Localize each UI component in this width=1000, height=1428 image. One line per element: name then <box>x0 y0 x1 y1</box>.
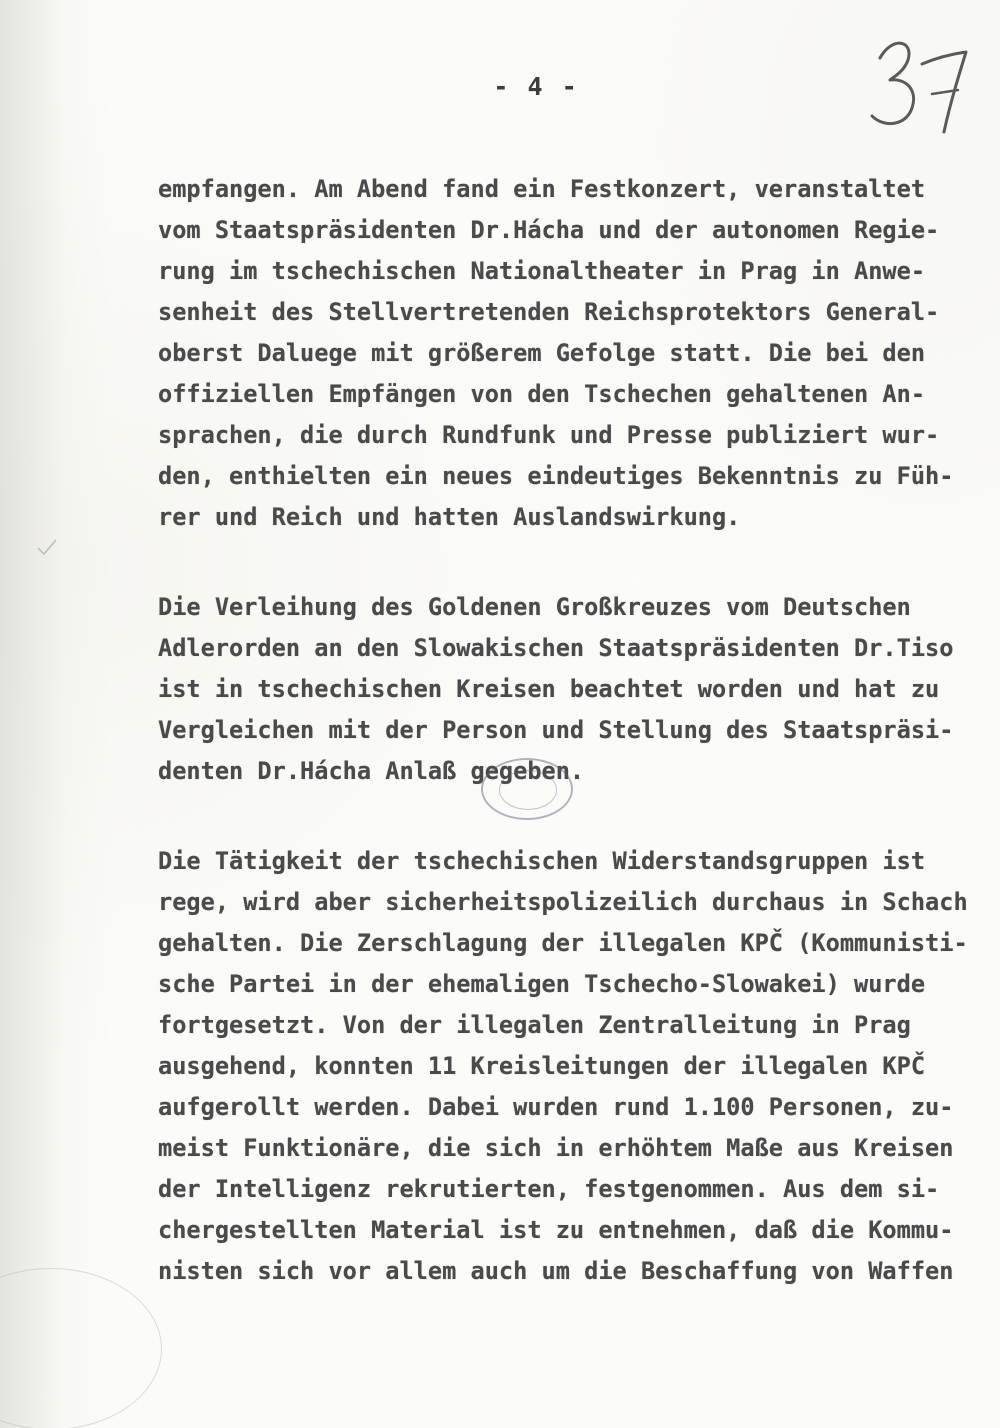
circular-stain <box>0 1268 162 1428</box>
text-line: rege, wird aber sicherheitspolizeilich durchaus in Schach <box>158 888 968 916</box>
text-line: rung im tschechischen Nationaltheater in Prag in Anwe- <box>158 257 926 285</box>
text-line: rer und Reich und hatten Auslandswirkung. <box>158 503 741 531</box>
text-line: Die Tätigkeit der tschechischen Widerstandsgruppen ist <box>158 847 926 875</box>
paragraph-3 <box>158 841 1000 1292</box>
text-line: ist in tschechischen Kreisen beachtet worden und hat zu <box>158 675 940 703</box>
text-line: den, enthielten ein neues eindeutiges Bekenntnis zu Füh- <box>158 462 954 490</box>
text-line: oberst Daluege mit größerem Gefolge statt. Die bei den <box>158 339 926 367</box>
text-line: senheit des Stellvertretenden Reichsprotektors General- <box>158 298 940 326</box>
text-line: ausgehend, konnten 11 Kreisleitungen der illegalen KPČ <box>158 1052 926 1080</box>
handwritten-folio-number <box>862 28 972 148</box>
text-line: aufgerollt werden. Dabei wurden rund 1.100 Personen, zu- <box>158 1093 954 1121</box>
text-line: fortgesetzt. Von der illegalen Zentralleitung in Prag <box>158 1011 911 1039</box>
text-line: chergestellten Material ist zu entnehmen, daß die Kommu- <box>158 1216 954 1244</box>
text-line: Vergleichen mit der Person und Stellung des Staatspräsi- <box>158 716 954 744</box>
text-line: gehalten. Die Zerschlagung der illegalen KPČ (Kommunisti- <box>158 929 968 957</box>
text-line: Adlerorden an den Slowakischen Staatspräsidenten Dr.Tiso <box>158 634 954 662</box>
document-body <box>158 169 1000 1341</box>
paragraph-2 <box>158 587 1000 792</box>
text-line: sprachen, die durch Rundfunk und Presse publiziert wur- <box>158 421 940 449</box>
page-edge-shadow <box>0 0 110 1428</box>
text-line: offiziellen Empfängen von den Tschechen gehaltenen An- <box>158 380 926 408</box>
text-line: vom Staatspräsidenten Dr.Hácha und der autonomen Regie- <box>158 216 940 244</box>
page-number: - 4 - <box>493 72 579 101</box>
margin-pencil-mark-icon <box>36 538 58 556</box>
text-line: meist Funktionäre, die sich in erhöhtem Maße aus Kreisen <box>158 1134 954 1162</box>
archive-stamp-inner-ring <box>499 770 557 810</box>
text-line: empfangen. Am Abend fand ein Festkonzert, veranstaltet <box>158 175 926 203</box>
archive-stamp <box>481 758 573 820</box>
paragraph-1 <box>158 169 1000 538</box>
text-line: nisten sich vor allem auch um die Beschaffung von Waffen <box>158 1257 954 1285</box>
text-line: Die Verleihung des Goldenen Großkreuzes vom Deutschen <box>158 593 911 621</box>
text-line: denten Dr.Hácha Anlaß gegeben. <box>158 757 585 785</box>
text-line: der Intelligenz rekrutierten, festgenommen. Aus dem si- <box>158 1175 940 1203</box>
text-line: sche Partei in der ehemaligen Tschecho-Slowakei) wurde <box>158 970 926 998</box>
